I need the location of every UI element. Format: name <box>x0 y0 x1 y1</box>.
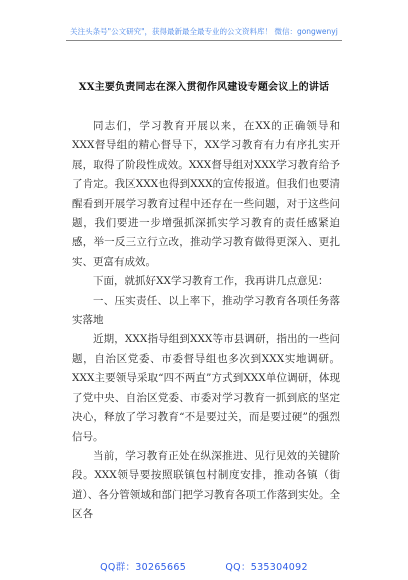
body-paragraph: 同志们，学习教育开展以来，在XX的正确领导和XXX督导组的精心督导下，XX学习教育有力有序扎实开展，取得了阶段性成效。XXX督导组对XXX学习教育给予了肯定。我区XXX也得到XXX的宣传报道。但我们也要清醒看到开展学习教育过程中还存在一些问题，对于这些问题，我们要进一步增强抓深抓实学习教育的责任感紧迫感，举一反三立行立改，推动学习教育做得更深入、更扎实、更富有成效。 <box>72 120 340 268</box>
section-heading: 一、压实责任、以上率下，推动学习教育各项任务落实落地 <box>72 294 340 327</box>
footer-qq-group: QQ群：30265665 <box>100 562 187 573</box>
header-promo-note: 关注头条号"公文研究"，获得最新最全最专业的公文资料库！ 微信：gongwenyj <box>70 27 338 36</box>
header-divider <box>66 40 342 41</box>
footer-qq: QQ：535304092 <box>225 562 308 573</box>
footer-contact <box>0 559 408 573</box>
body-paragraph: 当前，学习教育正处在纵深推进、见行见效的关键阶段。XXX领导要按照联镇包村制度安排，推动各镇（街道）、各分管领域和部门把学习教育各项工作落到实处。全区各 <box>72 449 340 521</box>
body-paragraph: 下面，就抓好XX学习教育工作，我再讲几点意见： <box>93 275 329 288</box>
document-title: XX主要负责同志在深入贯彻作风建设专题会议上的讲话 <box>78 82 330 93</box>
body-paragraph: 近期，XXX指导组到XXX等市县调研，指出的一些问题，自治区党委、市委督导组也多次到XXX实地调研。XXX主要领导采取“四不两直”方式到XXX单位调研，体现了党中央、自治区党委、市委对学习教育一抓到底的坚定决心，释放了学习教育“不是要过关，而是要过硬”的强烈信号。 <box>72 333 340 443</box>
document-body <box>72 117 340 525</box>
